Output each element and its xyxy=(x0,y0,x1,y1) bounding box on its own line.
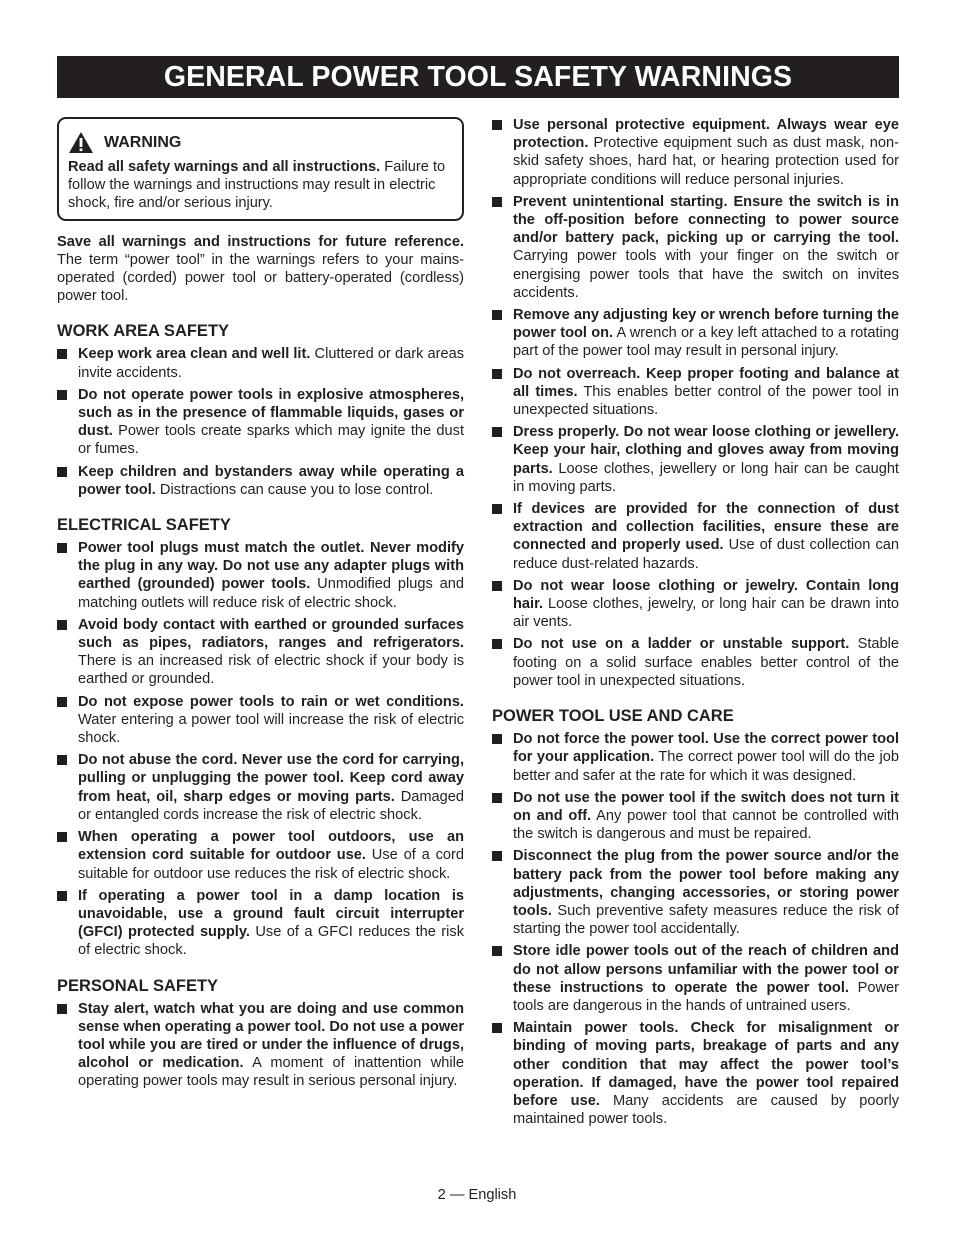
list-item: Do not expose power tools to rain or wet conditions. Water entering a power tool will increase the risk of electric shock. xyxy=(57,693,464,748)
list-item: Dress properly. Do not wear loose clothing or jewellery. Keep your hair, clothing and gloves away from moving parts. Loose clothes, jewellery or long hair can be caught in moving parts. xyxy=(492,423,899,496)
left-column xyxy=(57,117,464,1095)
bullet-square-icon xyxy=(57,755,67,765)
bullet-square-icon xyxy=(492,946,502,956)
list-item: Remove any adjusting key or wrench before turning the power tool on. A wrench or a key left attached to a rotating part of the power tool may result in personal injury. xyxy=(492,306,899,361)
warning-header xyxy=(68,131,453,154)
bullet-square-icon xyxy=(57,349,67,359)
list-item: Stay alert, watch what you are doing and use common sense when operating a power tool. Do not use a power tool while you are tired or under the influence of drugs, alcohol or medication. A moment of inattention while operating power tools may result in serious personal injury. xyxy=(57,1000,464,1091)
list-item: Do not operate power tools in explosive atmospheres, such as in the presence of flammable liquids, gases or dust. Power tools create sparks which may ignite the dust or fumes. xyxy=(57,386,464,459)
bullet-square-icon xyxy=(57,1004,67,1014)
bullet-square-icon xyxy=(492,734,502,744)
list-item: Store idle power tools out of the reach of children and do not allow persons unfamiliar with the power tool or these instructions to operate the power tool. Power tools are dangerous in the hands of untrained users. xyxy=(492,942,899,1015)
list-item: Avoid body contact with earthed or grounded surfaces such as pipes, radiators, ranges and refrigerators. There is an increased risk of electric shock if your body is earthed or grounded. xyxy=(57,616,464,689)
warning-box xyxy=(57,117,464,221)
list-item: Do not use on a ladder or unstable support. Stable footing on a solid surface enables better control of the power tool in unexpected situations. xyxy=(492,635,899,690)
list-item: If devices are provided for the connection of dust extraction and collection facilities, ensure these are connected and properly used. Use of dust collection can reduce dust-related hazards. xyxy=(492,500,899,573)
list-item: Prevent unintentional starting. Ensure the switch is in the off-position before connecting to power source and/or battery pack, picking up or carrying the tool. Carrying power tools with your finger on the switch or energising power tools that have the switch on invites accidents. xyxy=(492,193,899,302)
bullet-square-icon xyxy=(492,581,502,591)
bullet-square-icon xyxy=(57,467,67,477)
bullet-square-icon xyxy=(492,639,502,649)
personal-safety-heading: PERSONAL SAFETY xyxy=(57,976,219,995)
bullet-square-icon xyxy=(57,891,67,901)
list-item: Keep children and bystanders away while operating a power tool. Distractions can cause you to lose control. xyxy=(57,463,464,499)
personal-safety-list xyxy=(57,1000,464,1091)
electrical-safety-list xyxy=(57,539,464,959)
list-item: When operating a power tool outdoors, use an extension cord suitable for outdoor use. Use of a cord suitable for outdoor use reduces the risk of electric shock. xyxy=(57,828,464,883)
bullet-square-icon xyxy=(492,369,502,379)
list-item: Use personal protective equipment. Always wear eye protection. Protective equipment such as dust mask, non-skid safety shoes, hard hat, or hearing protection used for appropriate conditions will reduce personal injuries. xyxy=(492,116,899,189)
list-item: Do not abuse the cord. Never use the cord for carrying, pulling or unplugging the power tool. Keep cord away from heat, oil, sharp edges or moving parts. Damaged or entangled cords increase the risk of electric shock. xyxy=(57,751,464,824)
bullet-square-icon xyxy=(57,832,67,842)
intro-paragraph xyxy=(57,233,464,306)
bullet-square-icon xyxy=(57,620,67,630)
bullet-square-icon xyxy=(492,1023,502,1033)
bullet-square-icon xyxy=(492,793,502,803)
work-area-heading: WORK AREA SAFETY xyxy=(57,322,230,341)
list-item: Disconnect the plug from the power source and/or the battery pack from the power tool before making any adjustments, changing accessories, or storing power tools. Such preventive safety measures reduce the risk of starting the power tool accidentally. xyxy=(492,847,899,938)
list-item: Do not force the power tool. Use the correct power tool for your application. The correct power tool will do the job better and safer at the rate for which it was designed. xyxy=(492,730,899,785)
right-column xyxy=(492,116,899,1132)
intro-body: The term “power tool” in the warnings refers to your mains-operated (corded) power tool or battery-operated (cordless) power tool. xyxy=(57,251,464,305)
bullet-square-icon xyxy=(492,427,502,437)
warning-text xyxy=(68,158,453,213)
bullet-square-icon xyxy=(492,310,502,320)
power-tool-use-heading: POWER TOOL USE AND CARE xyxy=(492,707,734,726)
list-item: Keep work area clean and well lit. Cluttered or dark areas invite accidents. xyxy=(57,345,464,381)
list-item: Do not wear loose clothing or jewelry. Contain long hair. Loose clothes, jewelry, or long hair can be drawn into air vents. xyxy=(492,577,899,632)
work-area-list xyxy=(57,345,464,499)
list-item: Do not overreach. Keep proper footing and balance at all times. This enables better control of the power tool in unexpected situations. xyxy=(492,365,899,420)
bullet-square-icon xyxy=(492,120,502,130)
bullet-square-icon xyxy=(492,197,502,207)
bullet-square-icon xyxy=(492,851,502,861)
list-item: If operating a power tool in a damp location is unavoidable, use a ground fault circuit interrupter (GFCI) protected supply. Use of a GFCI reduces the risk of electric shock. xyxy=(57,887,464,960)
bullet-square-icon xyxy=(57,390,67,400)
bullet-square-icon xyxy=(57,543,67,553)
bullet-square-icon xyxy=(492,504,502,514)
power-tool-use-list xyxy=(492,730,899,1128)
intro-lead: Save all warnings and instructions for future reference. xyxy=(57,233,464,250)
list-item: Power tool plugs must match the outlet. Never modify the plug in any way. Do not use any adapter plugs with earthed (grounded) power tools. Unmodified plugs and matching outlets will reduce risk of electric shock. xyxy=(57,539,464,612)
warning-triangle-icon xyxy=(68,131,94,154)
warning-lead: Read all safety warnings and all instructions. xyxy=(68,159,381,175)
personal-safety-list-continued xyxy=(492,116,899,690)
bullet-square-icon xyxy=(57,697,67,707)
list-item: Maintain power tools. Check for misalignment or binding of moving parts, breakage of parts and any other condition that may affect the power tool’s operation. If damaged, have the power tool repaired before use. Many accidents are caused by poorly maintained power tools. xyxy=(492,1019,899,1128)
warning-body: Failure to follow the warnings and instructions may result in electric shock, fire and/or serious injury. xyxy=(68,159,446,212)
page-footer: 2 — English xyxy=(437,1187,517,1203)
page-title: GENERAL POWER TOOL SAFETY WARNINGS xyxy=(57,56,899,98)
warning-label: WARNING xyxy=(104,133,182,151)
list-item: Do not use the power tool if the switch does not turn it on and off. Any power tool that cannot be controlled with the switch is dangerous and must be repaired. xyxy=(492,789,899,844)
electrical-safety-heading: ELECTRICAL SAFETY xyxy=(57,516,231,535)
